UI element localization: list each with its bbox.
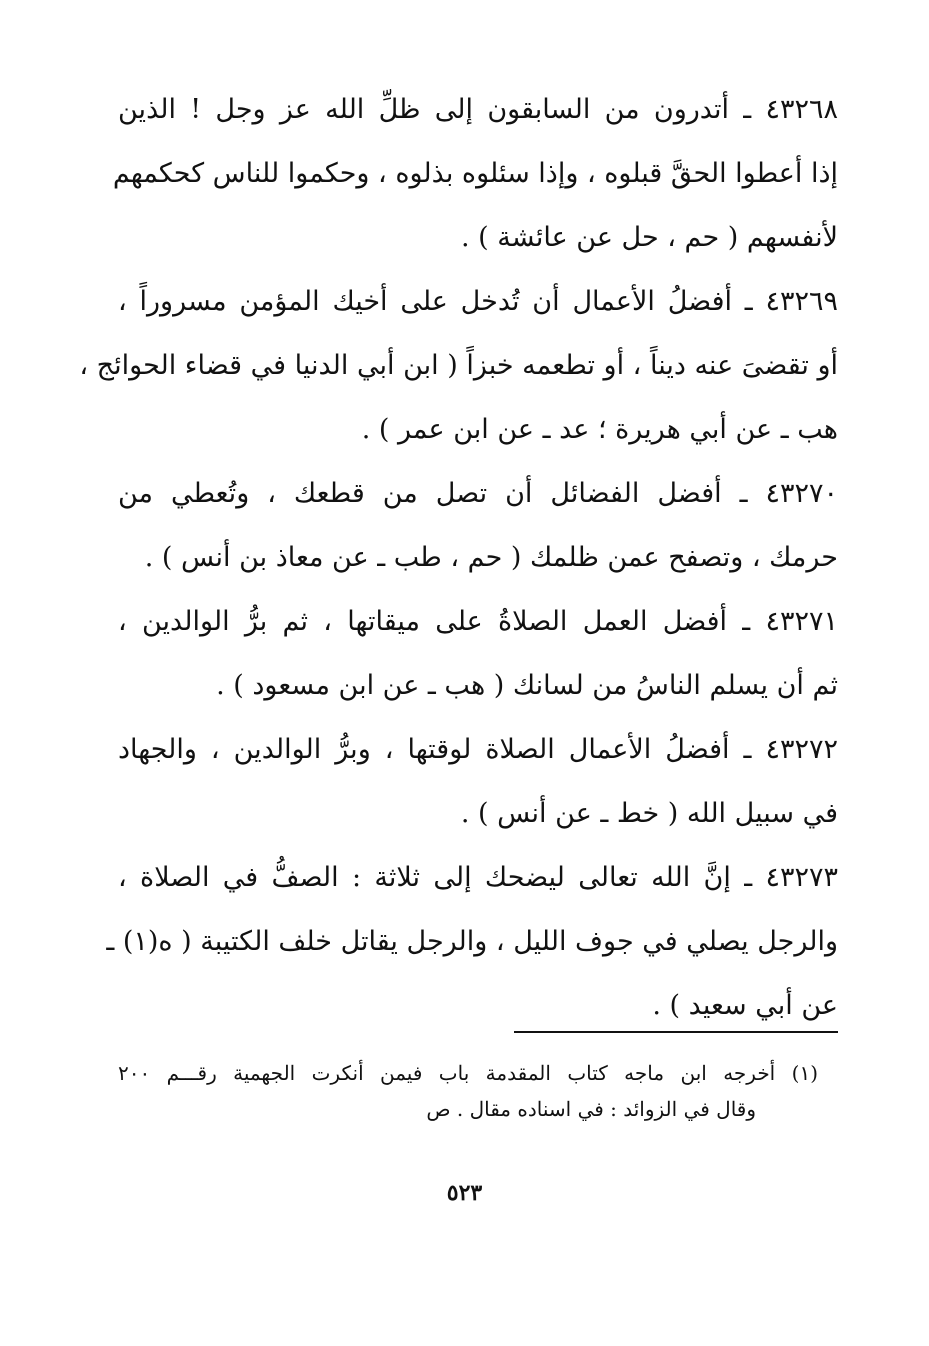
text-line: ٤٣٢٦٨ ـ أتدرون من السابقون إلى ظلِّ الله عز وجل ! الذين xyxy=(118,94,838,125)
text-line: في سبيل الله ( خط ـ عن أنس ) . xyxy=(460,798,838,829)
page-number: ٥٢٣ xyxy=(446,1180,483,1206)
footnote-separator xyxy=(514,1031,838,1033)
footnote-line: (١) أخرجه ابن ماجه كتاب المقدمة باب فيمن أنكرت الجهمية رقـــم ٢٠٠ xyxy=(118,1061,818,1085)
text-line: ٤٣٢٧١ ـ أفضل العمل الصلاةُ على ميقاتها ، ثم برُّ الوالدين ، xyxy=(118,606,838,637)
hadith-entry-43271 xyxy=(118,590,838,718)
hadith-entry-43273 xyxy=(106,846,838,1038)
text-line: والرجل يصلي في جوف الليل ، والرجل يقاتل خلف الكتيبة ( ه(١) ـ xyxy=(106,926,838,957)
hadith-entry-43269 xyxy=(79,270,838,462)
text-line: لأنفسهم ( حم ، حل عن عائشة ) . xyxy=(461,222,838,253)
hadith-entry-43268 xyxy=(112,78,838,270)
text-line: عن أبي سعيد ) . xyxy=(652,990,838,1021)
hadith-entry-43270 xyxy=(118,462,838,590)
text-line: ثم أن يسلم الناسُ من لسانك ( هب ـ عن ابن مسعود ) . xyxy=(216,670,838,701)
hadith-text-block xyxy=(79,78,838,1038)
footnote xyxy=(118,1055,818,1127)
text-line: ٤٣٢٧٢ ـ أفضلُ الأعمال الصلاة لوقتها ، وبرُّ الوالدين ، والجهاد xyxy=(118,734,838,765)
text-line: أو تقضىَ عنه ديناً ، أو تطعمه خبزاً ( ابن أبي الدنيا في قضاء الحوائج ، xyxy=(79,350,838,381)
footnote-line: وقال في الزوائد : في اسناده مقال . ص xyxy=(426,1097,756,1121)
hadith-entry-43272 xyxy=(118,718,838,846)
text-line: حرمك ، وتصفح عمن ظلمك ( حم ، طب ـ عن معاذ بن أنس ) . xyxy=(144,542,838,573)
text-line: إذا أعطوا الحقَّ قبلوه ، وإذا سئلوه بذلوه ، وحكموا للناس كحكمهم xyxy=(112,158,838,189)
text-line: ٤٣٢٧٠ ـ أفضل الفضائل أن تصل من قطعك ، وتُعطي من xyxy=(118,478,838,509)
text-line: هب ـ عن أبي هريرة ؛ عد ـ عن ابن عمر ) . xyxy=(361,414,838,445)
text-line: ٤٣٢٧٣ ـ إنَّ الله تعالى ليضحك إلى ثلاثة : الصفُّ في الصلاة ، xyxy=(118,862,838,893)
text-line: ٤٣٢٦٩ ـ أفضلُ الأعمال أن تُدخل على أخيك المؤمن مسروراً ، xyxy=(118,286,838,317)
